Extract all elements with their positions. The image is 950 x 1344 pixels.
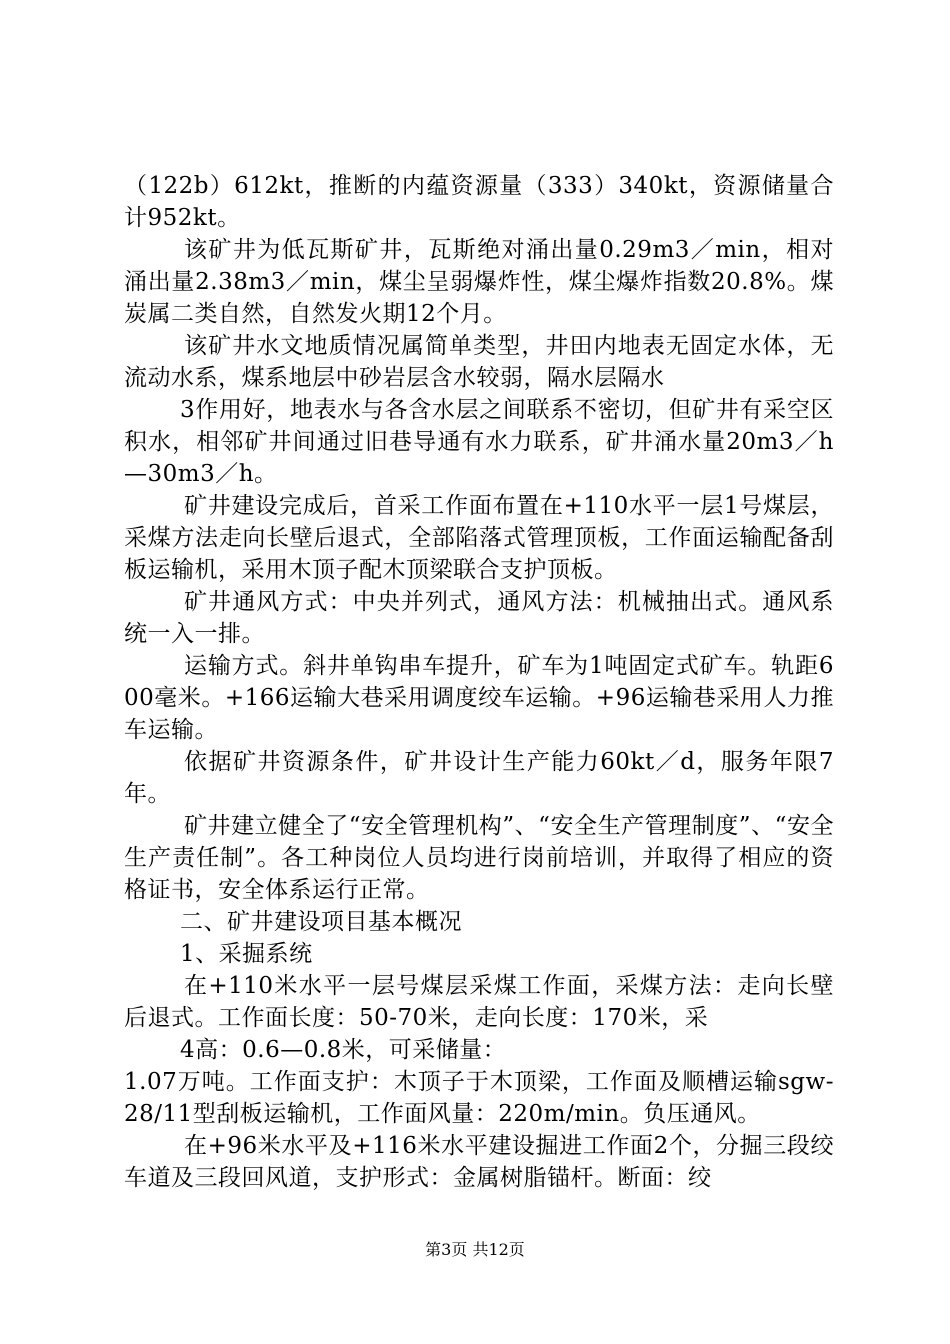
- page-footer: 第3页 共12页: [425, 1240, 525, 1259]
- paragraph: 1、采掘系统: [180, 941, 313, 967]
- paragraph: 依据矿井资源条件，矿井设计生产能力60kt／d，服务年限7年。: [124, 749, 834, 807]
- paragraph: 在+96米水平及+116米水平建设掘进工作面2个，分掘三段绞车道及三段回风道，支护形式：金属树脂锚杆。断面：绞: [124, 1133, 834, 1191]
- paragraph: 运输方式。斜井单钩串车提升，矿车为1吨固定式矿车。轨距600毫米。+166运输大巷采用调度绞车运输。+96运输巷采用人力推车运输。: [124, 653, 834, 743]
- paragraph: （122b）612kt，推断的内蕴资源量（333）340kt，资源储量合计952kt。: [124, 173, 834, 231]
- paragraph: 矿井建立健全了“安全管理机构”、“安全生产管理制度”、“安全生产责任制”。各工种岗位人员均进行岗前培训，并取得了相应的资格证书，安全体系运行正常。: [124, 813, 834, 903]
- paragraph: 该矿井水文地质情况属简单类型，井田内地表无固定水体，无流动水系，煤系地层中砂岩层含水较弱，隔水层隔水: [124, 333, 834, 391]
- paragraph: 矿井建设完成后，首采工作面布置在+110水平一层1号煤层，采煤方法走向长壁后退式，全部陷落式管理顶板，工作面运输配备刮板运输机，采用木顶子配木顶梁联合支护顶板。: [124, 493, 834, 583]
- paragraph: 3作用好，地表水与各含水层之间联系不密切，但矿井有采空区积水，相邻矿井间通过旧巷导通有水力联系，矿井涌水量20m3／h—30m3／h。: [124, 397, 834, 487]
- paragraph: 4高：0.6—0.8米，可采储量：: [180, 1037, 507, 1063]
- body-text: [124, 170, 834, 1194]
- paragraph: 在+110米水平一层号煤层采煤工作面，采煤方法：走向长壁后退式。工作面长度：50-70米，走向长度：170米，采: [124, 973, 834, 1031]
- paragraph: 二、矿井建设项目基本概况: [180, 909, 462, 935]
- paragraph: 矿井通风方式：中央并列式，通风方法：机械抽出式。通风系统一入一排。: [124, 589, 834, 647]
- paragraph: 1.07万吨。工作面支护：木顶子于木顶梁，工作面及顺槽运输sgw-28/11型刮板运输机，工作面风量：220m/min。负压通风。: [124, 1069, 834, 1127]
- paragraph: 该矿井为低瓦斯矿井，瓦斯绝对涌出量0.29m3／min，相对涌出量2.38m3／min，煤尘呈弱爆炸性，煤尘爆炸指数20.8%。煤炭属二类自然，自然发火期12个月。: [124, 237, 834, 327]
